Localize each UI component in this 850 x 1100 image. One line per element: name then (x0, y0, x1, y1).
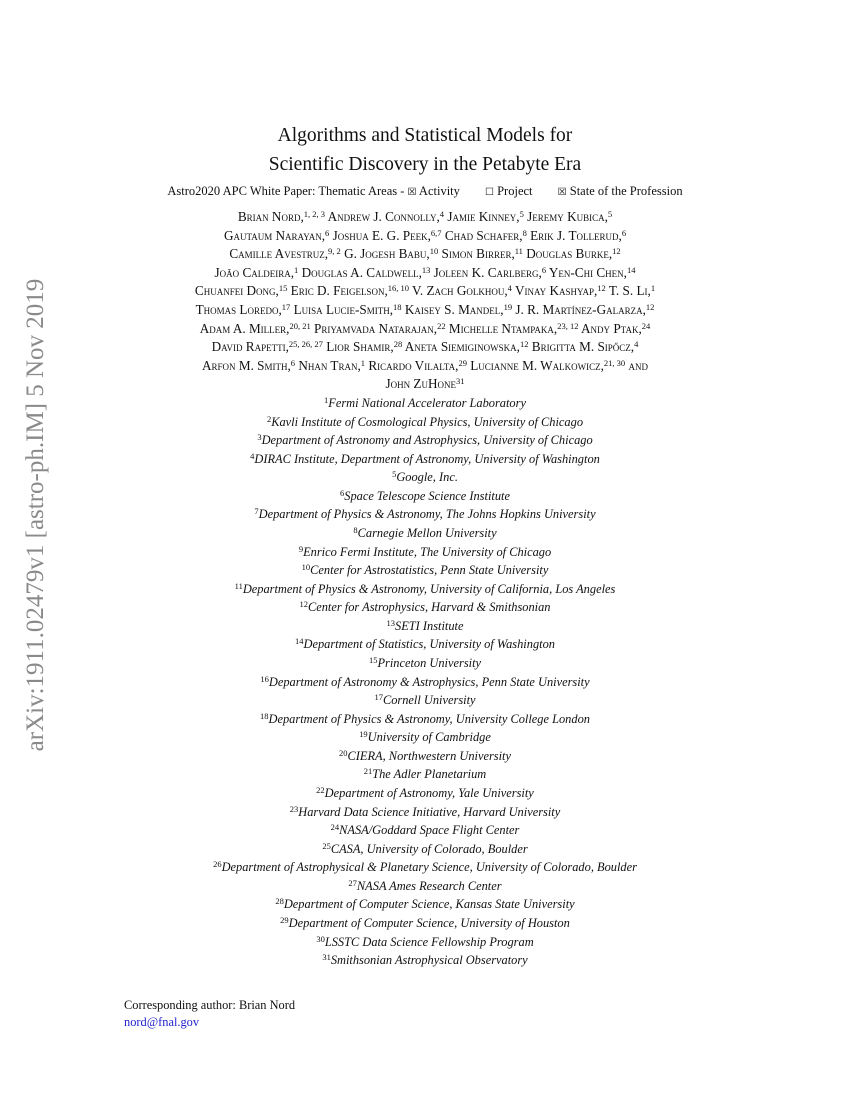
affiliation: $^9$Enrico Fermi Institute, The University of Chicago (298, 543, 552, 559)
affiliation: $^{12}$Center for Astrophysics, Harvard & Smithsonian (299, 599, 551, 615)
author-line: Chuanfei Dong,$^{15}$ Eric D. Feigelson,$^{16, 10}$ V. Zach Golkhou,$^4$ Vinay Kashyap,$^{12}$ T. S. Li,$^1$ (194, 283, 656, 299)
unchecked-box-icon: ☐ (485, 187, 494, 198)
affiliation: $^1$Fermi National Accelerator Laboratory (324, 395, 526, 410)
author-line: Brian Nord,$^{1, 2, 3}$ Andrew J. Connolly,$^4$ Jamie Kinney,$^5$ Jeremy Kubica,$^5$ (237, 209, 613, 224)
affiliation: $^{14}$Department of Statistics, University of Washington (295, 636, 555, 652)
affiliation: $^{30}$LSSTC Data Science Fellowship Program (316, 933, 534, 949)
affiliation: $^{25}$CASA, University of Colorado, Boulder (322, 840, 528, 856)
affiliation: $^{27}$NASA Ames Research Center (348, 877, 502, 893)
author-line: Gautaum Narayan,$^6$ Joshua E. G. Peek,$^{6,7}$ Chad Schafer,$^8$ Erik J. Tollerud,$^6$ (223, 227, 627, 243)
area-profession: State of the Profession (569, 184, 683, 198)
affiliation: $^{24}$NASA/Goddard Space Flight Center (330, 822, 520, 838)
affiliation: $^{31}$Smithsonian Astrophysical Observatory (322, 952, 528, 968)
affiliation: $^{22}$Department of Astronomy, Yale University (316, 784, 534, 800)
affiliation: $^{11}$Department of Physics & Astronomy, University of California, Los Angeles (234, 580, 616, 596)
affiliation: $^2$Kavli Institute of Cosmological Physics, University of Chicago (266, 413, 584, 429)
checked-box-icon: ☒ (407, 187, 417, 198)
white-paper-subtitle (0, 184, 850, 199)
paper-title-line-1: Algorithms and Statistical Models for (277, 125, 573, 146)
paper-title-line-2: Scientific Discovery in the Petabyte Era (268, 154, 582, 175)
affiliation: $^{29}$Department of Computer Science, University of Houston (280, 914, 570, 930)
author-line: Thomas Loredo,$^{17}$ Luisa Lucie-Smith,$^{18}$ Kaisey S. Mandel,$^{19}$ J. R. Martínez-Galarza,$^{12}$ (195, 302, 655, 317)
affiliation: $^{21}$The Adler Planetarium (363, 766, 487, 782)
author-line: John ZuHone$^{31}$ (385, 376, 465, 392)
affiliation: $^4$DIRAC Institute, Department of Astronomy, University of Washington (250, 450, 600, 466)
area-activity: Activity (418, 184, 460, 198)
author-line: Arfon M. Smith,$^6$ Nhan Tran,$^1$ Ricardo Vilalta,$^{29}$ Lucianne M. Walkowicz,$^{21, 30}$ and (202, 357, 648, 373)
affiliation: $^{13}$SETI Institute (386, 617, 464, 633)
affiliation: $^{17}$Cornell University (374, 692, 476, 708)
author-line: Adam A. Miller,$^{20, 21}$ Priyamvada Natarajan,$^{22}$ Michelle Ntampaka,$^{23, 12}$ Andy Ptak,$^{24}$ (199, 320, 651, 336)
corresponding-email-link[interactable]: nord@fnal.gov (124, 1015, 200, 1029)
affiliation: $^{28}$Department of Computer Science, Kansas State University (275, 896, 575, 912)
arxiv-identifier: arXiv:1911.02479v1 [astro-ph.IM] 5 Nov 2019 (22, 278, 49, 752)
affiliation: $^5$Google, Inc. (392, 469, 458, 485)
affiliation: $^{23}$Harvard Data Science Initiative, Harvard University (289, 803, 561, 819)
author-line: Camille Avestruz,$^{9, 2}$ G. Jogesh Babu,$^{10}$ Simon Birrer,$^{11}$ Douglas Burke,$^{12}$ (229, 246, 621, 262)
affiliation: $^3$Department of Astronomy and Astrophysics, University of Chicago (257, 432, 593, 448)
corresponding-author: Corresponding author: Brian Nord (124, 998, 296, 1012)
affiliation: $^{16}$Department of Astronomy & Astrophysics, Penn State University (260, 673, 590, 689)
affiliation: $^7$Department of Physics & Astronomy, The Johns Hopkins University (254, 506, 596, 522)
affiliation: $^{10}$Center for Astrostatistics, Penn State University (301, 562, 549, 578)
affiliation: $^8$Carnegie Mellon University (353, 524, 497, 540)
affiliation: $^{26}$Department of Astrophysical & Planetary Science, University of Colorado, Boulder (213, 859, 637, 875)
area-project: Project (497, 184, 533, 198)
affiliation: $^{19}$University of Cambridge (359, 729, 491, 745)
affiliation: $^{18}$Department of Physics & Astronomy, University College London (260, 710, 590, 726)
author-line: David Rapetti,$^{25, 26, 27}$ Lior Shamir,$^{28}$ Aneta Siemiginowska,$^{12}$ Brigitta M. Sipőcz,$^4$ (211, 339, 639, 355)
affiliation: $^6$Space Telescope Science Institute (340, 487, 510, 503)
affiliation: $^{15}$Princeton University (368, 654, 482, 670)
subtitle-prefix: Astro2020 APC White Paper: Thematic Areas - (167, 184, 405, 198)
affiliation: $^{20}$CIERA, Northwestern University (339, 747, 511, 763)
checked-box-icon: ☒ (557, 187, 567, 198)
author-line: João Caldeira,$^1$ Douglas A. Caldwell,$^{13}$ Joleen K. Carlberg,$^6$ Yen-Chi Chen,$^{14}$ (214, 264, 636, 280)
